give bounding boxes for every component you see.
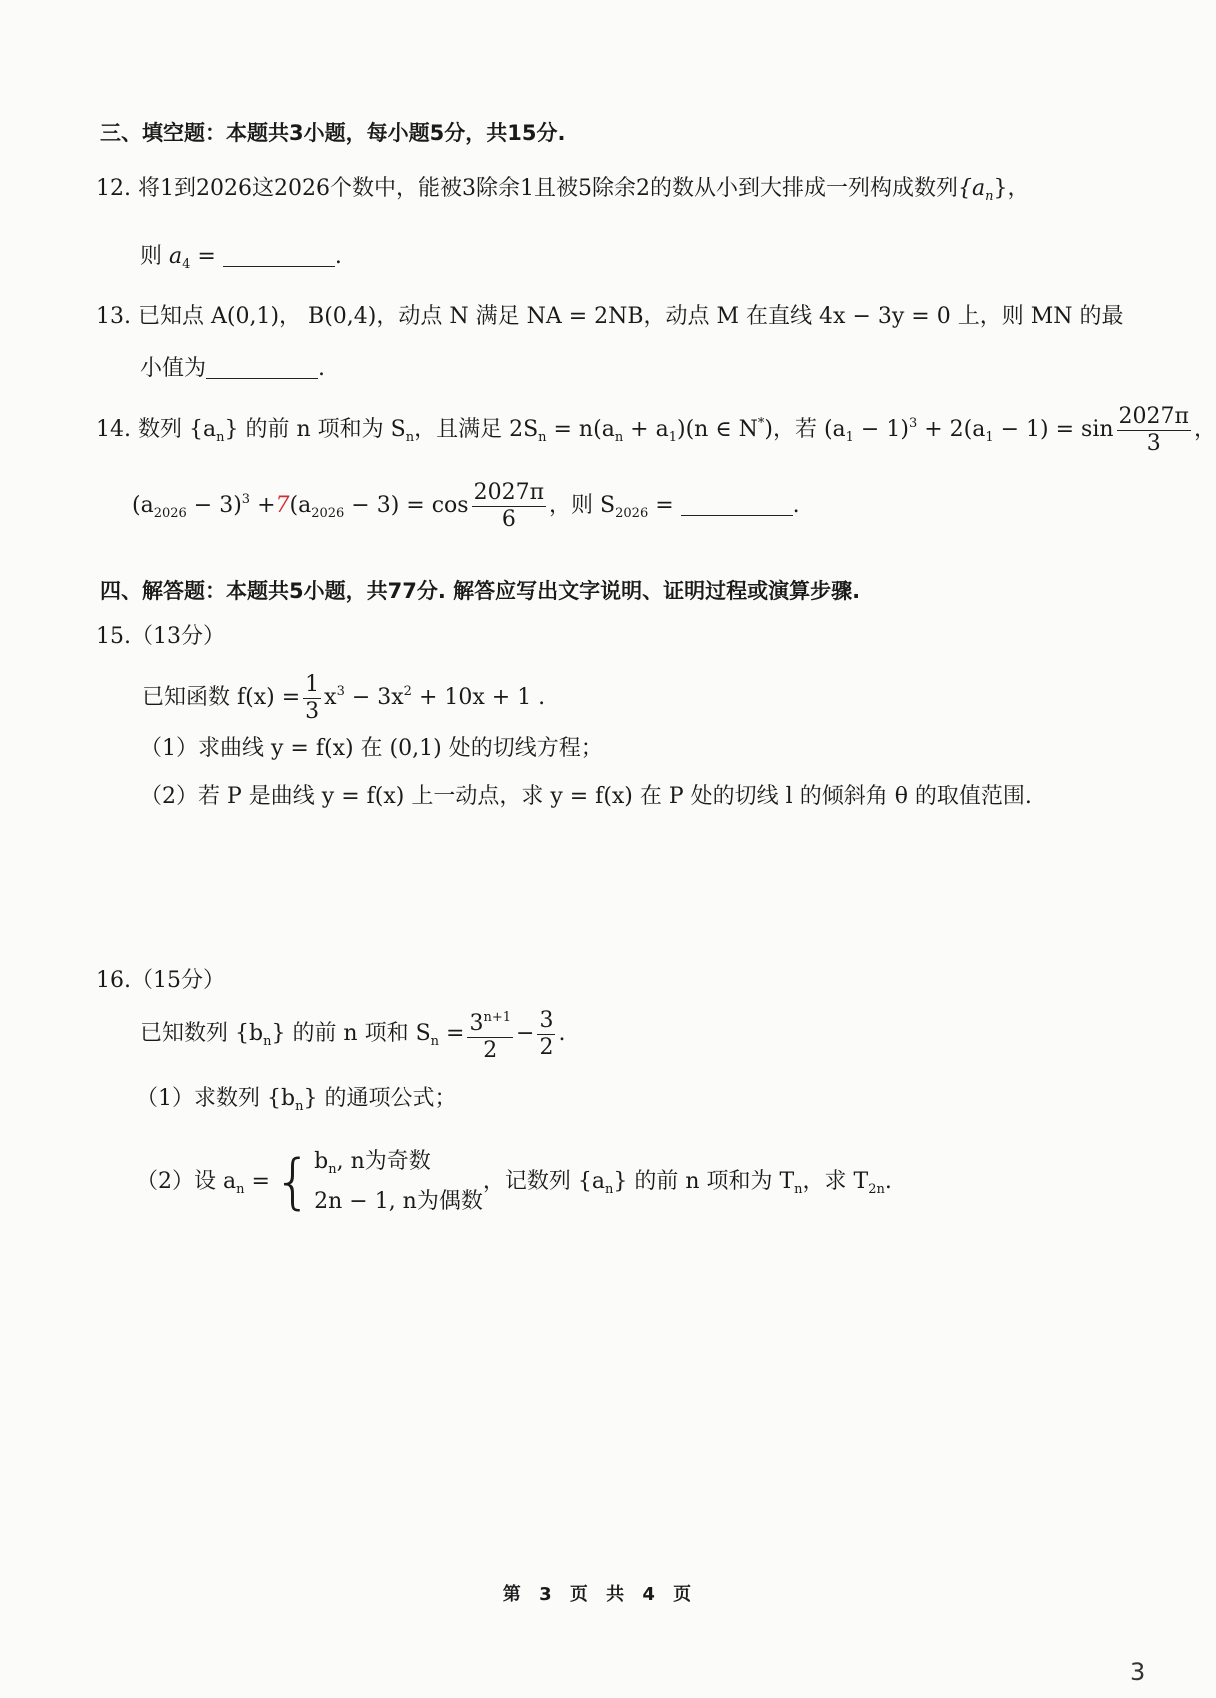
q14-l2c: (a — [289, 493, 312, 518]
q14-l2d: − 3) = cos — [344, 493, 469, 518]
q14-t2: } 的前 n 项和为 S — [224, 417, 406, 442]
q16-cases — [314, 1146, 483, 1218]
q12-seq-sub: n — [985, 189, 994, 204]
q16-frac1-sup: n+1 — [483, 1009, 512, 1025]
q14-s3: n — [538, 430, 547, 445]
q13-answer-blank[interactable] — [206, 377, 318, 379]
q16-part2 — [136, 1146, 892, 1225]
q12-text: 将1到2026这2026个数中，能被3除余1且被5除余2的数从小到大排成一列构成数列 — [138, 176, 958, 201]
q16-frac1-den: 2 — [483, 1037, 498, 1063]
q16-part2-sub2: n — [604, 1182, 614, 1197]
q15-sup2: 2 — [403, 684, 412, 699]
q16-frac1-num — [467, 1005, 513, 1038]
q15-term2: − 3x — [344, 685, 404, 710]
q16-part2-sub3: n — [794, 1182, 803, 1197]
q14-l2sup: 3 — [241, 492, 251, 507]
q14-t6: )(n ∈ N — [677, 417, 758, 442]
q12-comma: ， — [1007, 176, 1030, 201]
q16-minus: − — [516, 1021, 535, 1046]
q14-l2a: (a — [132, 493, 154, 518]
q14-s4: n — [614, 430, 624, 445]
q14-t11: ， — [1194, 417, 1216, 442]
q14-t7: )，若 (a — [764, 417, 846, 442]
q15-frac-den: 3 — [305, 698, 320, 724]
q16-part1 — [136, 1084, 456, 1122]
q13-number: 13. — [96, 304, 131, 329]
q16-part2-sub: n — [236, 1182, 245, 1197]
q14-frac2 — [472, 480, 546, 533]
q16-frac1-base: 3 — [469, 1010, 484, 1036]
q16-case1-b: b — [314, 1149, 329, 1174]
q13-end: . — [318, 356, 326, 381]
q14-t8: − 1) — [853, 417, 909, 442]
q14-t3: ，且满足 2S — [414, 417, 539, 442]
q16-case2: 2n − 1, n为偶数 — [314, 1189, 483, 1214]
q16-given-pre: 已知数列 {b — [140, 1021, 264, 1046]
q15-given-pre: 已知函数 f(x) = — [142, 685, 301, 710]
q16-part2-eq: = — [244, 1169, 270, 1194]
left-brace-icon: { — [273, 1147, 313, 1217]
q14-answer-blank[interactable] — [681, 514, 793, 516]
q12-line2-pre: 则 — [140, 244, 163, 269]
q14-frac1 — [1117, 404, 1191, 457]
q13-line1 — [96, 302, 1123, 332]
q14-t4: = n(a — [546, 417, 615, 442]
q12-eq: = — [190, 244, 223, 269]
q14-s5: 1 — [668, 430, 678, 445]
q16-part1-sub: n — [295, 1099, 304, 1114]
q16-given-end: . — [558, 1021, 566, 1046]
q14-t10: − 1) = sin — [993, 417, 1114, 442]
q14-frac2-den: 6 — [501, 506, 516, 532]
q14-t9: + 2(a — [917, 417, 986, 442]
q15-term3: + 10x + 1 . — [411, 685, 546, 710]
q16-number: 16.（15分） — [96, 968, 225, 993]
q14-red-handwritten-mark: 7 — [275, 493, 290, 518]
q14-s1: n — [216, 430, 225, 445]
q16-given — [140, 1004, 565, 1072]
q15-part2: （2）若 P 是曲线 y = f(x) 上一动点，求 y = f(x) 在 P 处的切线 l 的倾斜角 θ 的取值范围. — [140, 784, 1032, 809]
q14-t1: 数列 {a — [138, 417, 217, 442]
q16-part1-pre: （1）求数列 {b — [136, 1086, 296, 1111]
q12-seq-close: } — [993, 176, 1008, 201]
q12-seq: {a — [957, 176, 986, 201]
corner-page-number: 3 — [1130, 1658, 1146, 1686]
q14-sup1: * — [757, 416, 765, 431]
q14-number: 14. — [96, 417, 131, 442]
q12-end: . — [334, 244, 342, 269]
q14-l2s1: 2026 — [153, 506, 187, 521]
q16-part2-post: ，记数列 {a — [482, 1169, 605, 1194]
q16-part2-pre: （2）设 a — [136, 1169, 237, 1194]
q14-line1 — [96, 394, 1216, 468]
q15-given — [142, 662, 545, 728]
q14-s2: n — [405, 430, 415, 445]
q14-l2plus: + — [250, 493, 276, 518]
q15-part1: （1）求曲线 y = f(x) 在 (0,1) 处的切线方程； — [140, 736, 603, 761]
q12-line1 — [96, 174, 1029, 212]
q14-t5: + a — [623, 417, 669, 442]
q16-frac1 — [467, 1005, 513, 1064]
q12-answer-blank[interactable] — [223, 265, 335, 267]
q16-part1-end: } 的通项公式； — [303, 1086, 457, 1111]
q12-number: 12. — [96, 176, 131, 201]
q13-text: 已知点 A(0,1)， B(0,4)，动点 N 满足 NA = 2NB，动点 M 在直线 4x − 3y = 0 上，则 MN 的最 — [138, 304, 1124, 329]
q14-l2s3: 2026 — [615, 506, 649, 521]
q15-number: 15.（13分） — [96, 624, 225, 649]
q16-case1-sub: n — [328, 1162, 337, 1177]
q16-frac2-num: 3 — [539, 1007, 554, 1033]
q16-frac2-den: 2 — [539, 1034, 554, 1060]
q14-l2e: ，则 S — [549, 493, 616, 518]
q14-line2 — [132, 470, 800, 544]
q16-part2-post2: } 的前 n 项和为 T — [613, 1169, 795, 1194]
page-footer: 第 3 页 共 4 页 — [502, 1584, 698, 1605]
q12-var-sub: 4 — [182, 257, 191, 272]
q14-l2f: = — [648, 493, 681, 518]
q16-part2-post3: ，求 T — [802, 1169, 869, 1194]
q16-given-mid: } 的前 n 项和 S — [271, 1021, 431, 1046]
q14-frac2-num: 2027π — [473, 479, 545, 505]
q16-part2-sub4: 2n — [868, 1182, 885, 1197]
q15-frac — [303, 672, 321, 725]
q16-case1 — [314, 1146, 483, 1186]
section-4-title: 四、解答题：本题共5小题，共77分. 解答应写出文字说明、证明过程或演算步骤. — [100, 579, 861, 603]
q12-var: a — [169, 244, 183, 269]
q16-frac2 — [537, 1008, 555, 1061]
q14-frac1-num: 2027π — [1118, 403, 1189, 429]
q14-end: . — [792, 493, 800, 518]
q16-given-eq: = — [439, 1021, 465, 1046]
q16-case1-text: , n为奇数 — [336, 1149, 431, 1174]
q16-given-sub: n — [263, 1034, 272, 1049]
q12-line2 — [140, 242, 342, 280]
q14-l2s2: 2026 — [311, 506, 345, 521]
q15-x: x — [324, 685, 337, 710]
q16-given-sub2: n — [430, 1034, 440, 1049]
q14-s6: 1 — [845, 430, 854, 445]
section-3-title: 三、填空题：本题共3小题，每小题5分，共15分. — [100, 121, 566, 145]
q14-sup2: 3 — [908, 416, 918, 431]
q14-frac1-den: 3 — [1146, 430, 1161, 456]
q13-line2 — [140, 354, 325, 384]
q13-line2-text: 小值为 — [140, 356, 207, 381]
q14-s7: 1 — [985, 430, 994, 445]
q15-sup1: 3 — [336, 684, 345, 699]
q15-frac-num: 1 — [305, 671, 320, 697]
q14-l2b: − 3) — [186, 493, 242, 518]
q16-part2-end: . — [884, 1169, 892, 1194]
